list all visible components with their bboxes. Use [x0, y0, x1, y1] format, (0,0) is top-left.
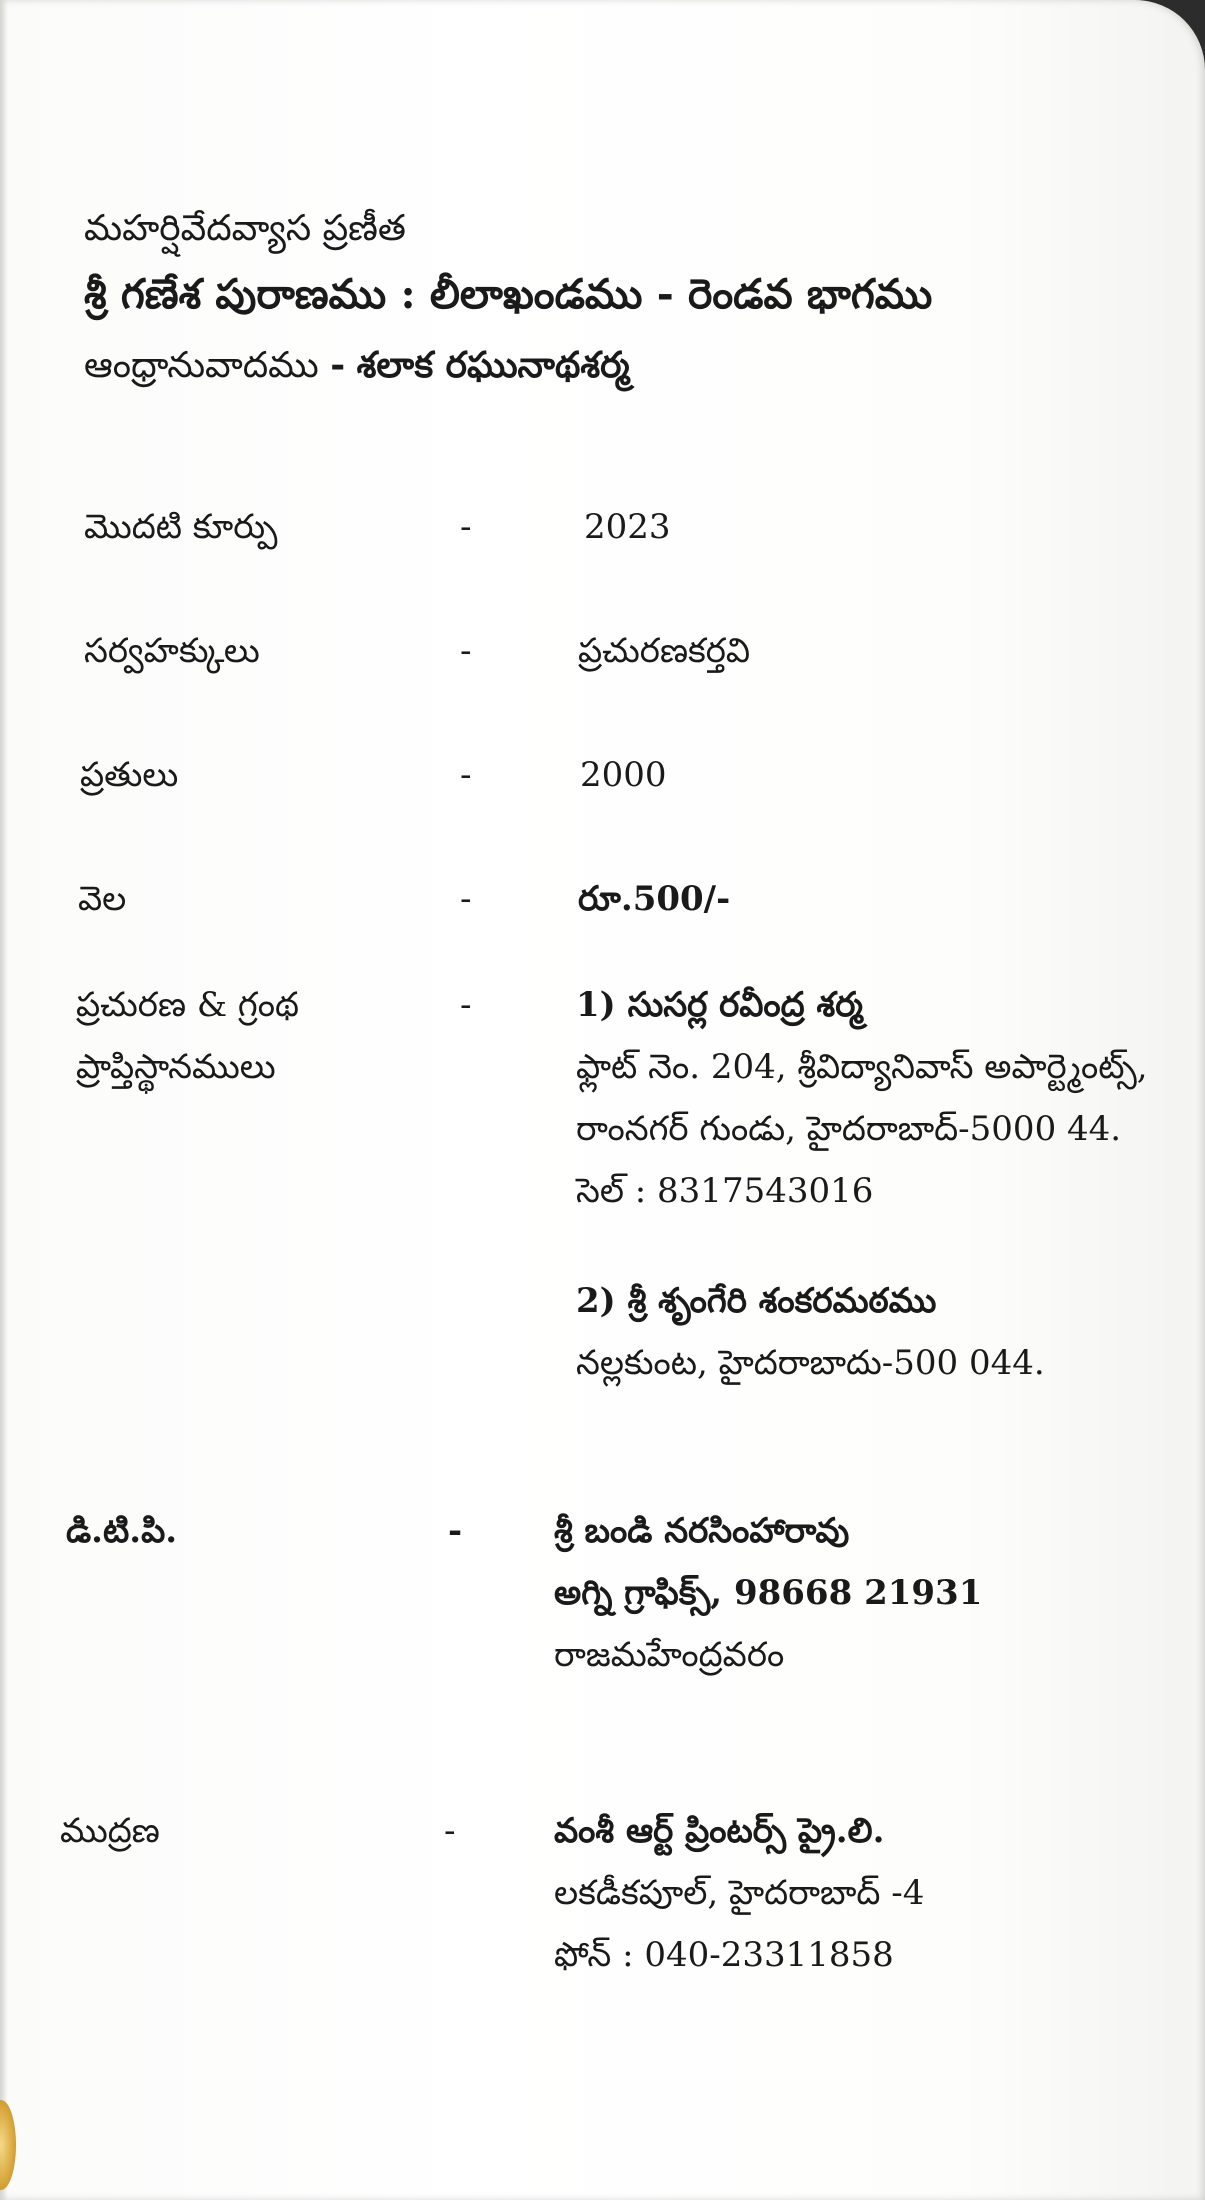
printing-line1: వంశీ ఆర్ట్ ప్రింటర్స్ ప్రై.లి. — [554, 1811, 885, 1851]
detail-dash: - — [460, 507, 472, 547]
book-title: శ్రీ గణేశ పురాణము : లీలాఖండము - రెండవ భాగము — [84, 270, 933, 318]
detail-label: ప్రతులు — [80, 755, 179, 795]
detail-value: ప్రచురణకర్తవి — [578, 631, 751, 671]
detail-label — [76, 974, 299, 1098]
detail-dash: - — [460, 631, 472, 671]
address2-name: 2) శ్రీ శృంగేరి శంకరమఠము — [576, 1281, 937, 1321]
address1-line1: ఫ్లాట్ నెం. 204, శ్రీవిద్యానివాస్ అపార్ట్మెంట్స్, — [576, 1047, 1148, 1087]
translation-label: ఆంధ్రానువాదము — [84, 345, 319, 386]
title-block — [84, 200, 1084, 401]
dtp-line1: శ్రీ బండి నరసింహారావు — [554, 1511, 850, 1551]
printing-line3: ఫోన్ : 040-23311858 — [554, 1935, 894, 1975]
printing-line2: లకడీకపూల్, హైదరాబాద్ -4 — [554, 1873, 925, 1913]
publication-label-line1: ప్రచురణ & గ్రంథ — [76, 985, 299, 1025]
address1-phone: సెల్ : 8317543016 — [576, 1171, 874, 1211]
address2-line1: నల్లకుంట, హైదరాబాదు-500 044. — [576, 1343, 1045, 1383]
address-spacer — [576, 1222, 1148, 1270]
detail-label: మొదటి కూర్పు — [84, 507, 278, 547]
subtitle-author-credit: మహర్షివేదవ్యాస ప్రణీత — [84, 208, 406, 249]
translator-name: శలాక రఘునాథశర్మ — [356, 344, 630, 386]
detail-label: సర్వహక్కులు — [84, 631, 260, 671]
detail-dash: - — [460, 879, 472, 919]
detail-label: వెల — [78, 879, 127, 919]
detail-label: ముద్రణ — [60, 1811, 160, 1851]
address1-line2: రాంనగర్ గుండు, హైదరాబాద్-5000 44. — [576, 1109, 1122, 1149]
translation-credit — [84, 330, 1084, 401]
dtp-line2: అగ్ని గ్రాఫిక్స్, 98668 21931 — [554, 1573, 983, 1613]
detail-dash: - — [460, 985, 472, 1025]
printing-details — [554, 1800, 924, 1986]
detail-dash: - — [448, 1511, 463, 1551]
publication-label-line2: ప్రాప్తిస్థానములు — [76, 1047, 276, 1087]
page-corner-stain — [0, 2100, 16, 2190]
detail-value: 2023 — [584, 507, 671, 547]
detail-value: రూ.500/- — [578, 879, 731, 919]
address1-name: 1) సుసర్ల రవీంద్ర శర్మ — [576, 985, 863, 1025]
detail-value: 2000 — [580, 755, 667, 795]
translation-dash: - — [330, 344, 346, 386]
dtp-details — [554, 1500, 982, 1686]
detail-dash: - — [444, 1811, 456, 1851]
publication-addresses — [576, 974, 1148, 1394]
detail-dash: - — [460, 755, 472, 795]
dtp-line3: రాజమహేంద్రవరం — [554, 1635, 785, 1675]
detail-label: డి.టి.పి. — [66, 1511, 178, 1551]
page-edge-shadow — [0, 0, 8, 2200]
